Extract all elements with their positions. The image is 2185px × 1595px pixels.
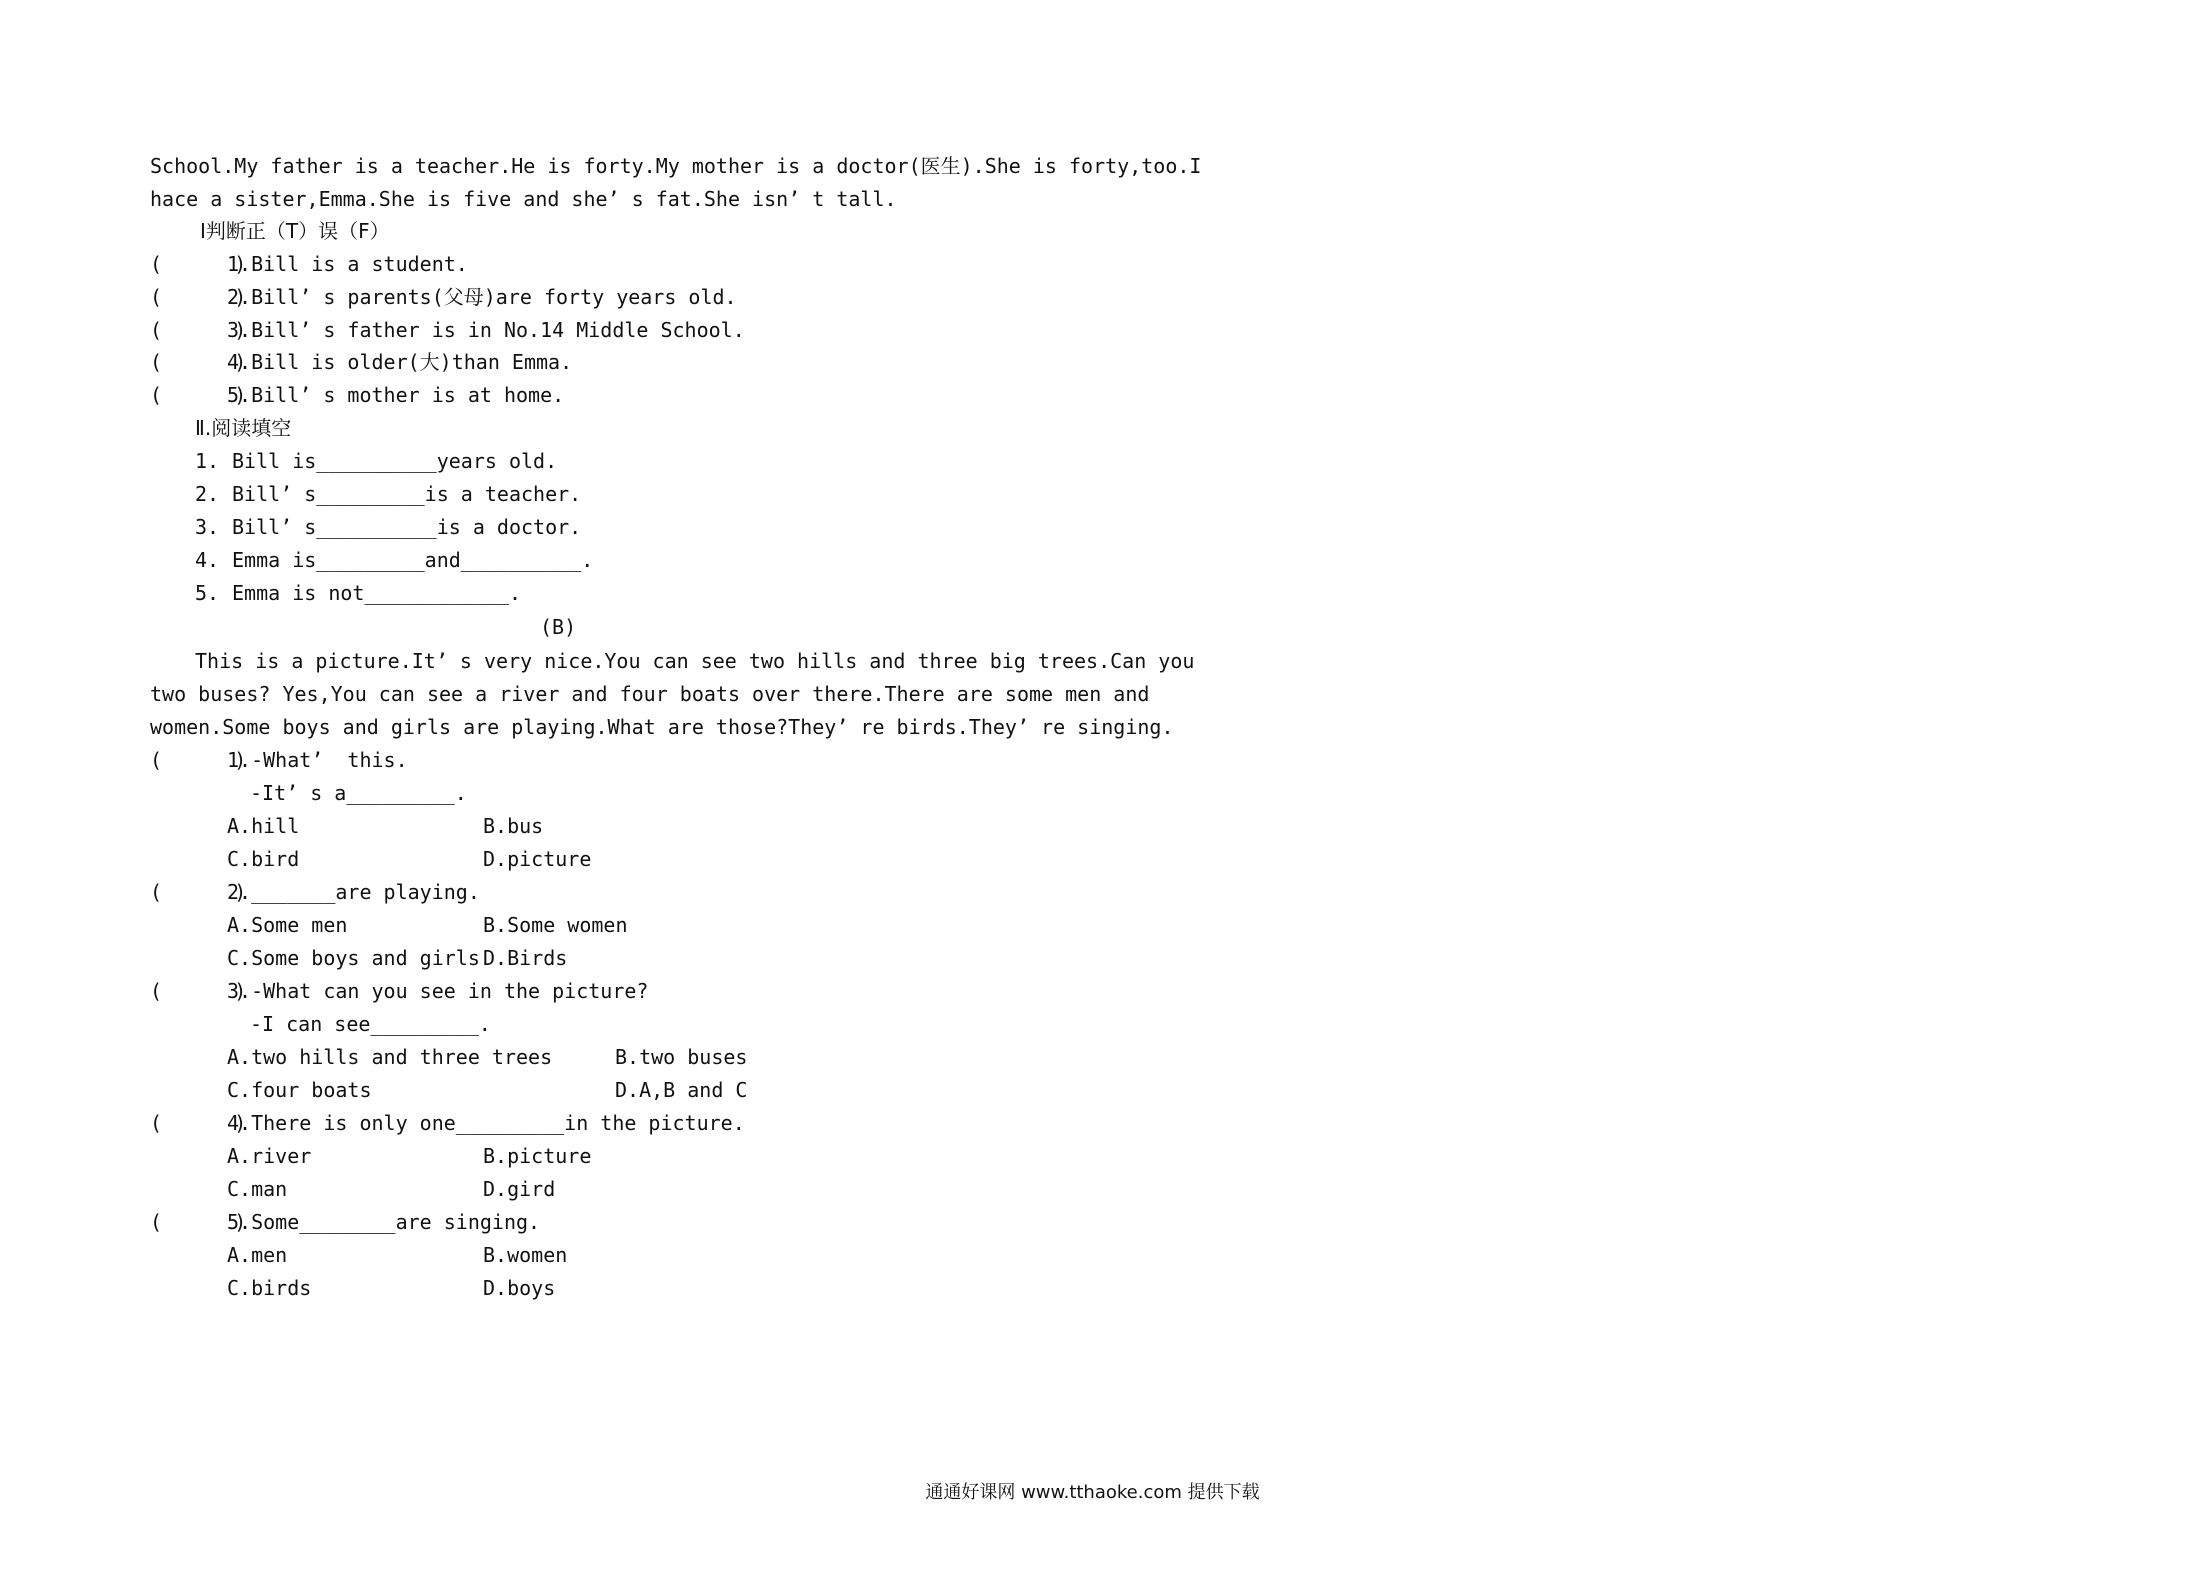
fill-num-3: 3. [195,515,220,539]
fill-num-5: 5. [195,581,220,605]
section-2-title: Ⅱ.阅读填空 [195,416,292,440]
tf-paren-1: ( ) [150,252,247,276]
q3-option-a: A.two hills and three trees [227,1045,553,1069]
q2-option-a: A.Some men [227,913,348,937]
tf-item-1: 1.Bill is a student. [227,252,468,276]
q2-stem: 2._______are playing. [227,880,480,904]
q4-option-c: C.man [227,1177,288,1201]
fill-item-2: Bill’ s_________is a teacher. [232,482,582,506]
fill-item-3: Bill’ s__________is a doctor. [232,515,582,539]
q5-option-a: A.men [227,1243,288,1267]
q3-paren: ( ) [150,979,247,1003]
q2-paren: ( ) [150,880,247,904]
q1-option-d: D.picture [483,847,592,871]
q1-option-b: B.bus [483,814,544,838]
q4-option-d: D.gird [483,1177,556,1201]
fill-num-1: 1. [195,449,220,473]
q1-paren: ( ) [150,748,247,772]
section-1-title: Ⅰ判断正（T）误（F） [200,219,390,243]
q4-option-b: B.picture [483,1144,592,1168]
tf-paren-2: ( ) [150,285,247,309]
fill-num-2: 2. [195,482,220,506]
q5-option-c: C.birds [227,1276,312,1300]
q4-paren: ( ) [150,1111,247,1135]
passage-b-line-3: women.Some boys and girls are playing.What are those?They’ re birds.They’ re singing. [150,715,1174,739]
fill-item-5: Emma is not____________. [232,581,521,605]
passage-b-line-2: two buses? Yes,You can see a river and four boats over there.There are some men and [150,682,1150,706]
q3-stem: 3.-What can you see in the picture? [227,979,649,1003]
passage-a-line-1: School.My father is a teacher.He is forty.My mother is a doctor(医生).She is forty,too.I [150,154,1202,178]
q2-option-d: D.Birds [483,946,568,970]
q5-stem: 5.Some________are singing. [227,1210,541,1234]
q3-option-b: B.two buses [615,1045,748,1069]
q2-option-c: C.Some boys and girls [227,946,480,970]
fill-num-4: 4. [195,548,220,572]
q5-option-d: D.boys [483,1276,556,1300]
q3-stem-2: -I can see_________. [250,1012,491,1036]
part-b-label: (B) [540,615,577,639]
tf-item-4: 4.Bill is older(大)than Emma. [227,350,573,374]
q1-stem: 1.-What’ this. [227,748,408,772]
fill-item-1: Bill is__________years old. [232,449,558,473]
tf-item-5: 5.Bill’ s mother is at home. [227,383,565,407]
q5-option-b: B.women [483,1243,568,1267]
tf-item-2: 2.Bill’ s parents(父母)are forty years old. [227,285,737,309]
q4-stem: 4.There is only one_________in the picture. [227,1111,745,1135]
q2-option-b: B.Some women [483,913,628,937]
tf-paren-5: ( ) [150,383,247,407]
fill-item-4: Emma is_________and__________. [232,548,594,572]
q1-option-a: A.hill [227,814,300,838]
q1-option-c: C.bird [227,847,300,871]
tf-paren-4: ( ) [150,350,247,374]
tf-paren-3: ( ) [150,318,247,342]
tf-item-3: 3.Bill’ s father is in No.14 Middle School. [227,318,745,342]
passage-a-line-2: hace a sister,Emma.She is five and she’ s fat.She isn’ t tall. [150,187,897,211]
q3-option-c: C.four boats [227,1078,372,1102]
q4-option-a: A.river [227,1144,312,1168]
page-footer: 通通好课网 www.tthaoke.com 提供下载 [925,1482,1260,1503]
q3-option-d: D.A,B and C [615,1078,748,1102]
q5-paren: ( ) [150,1210,247,1234]
q1-stem-2: -It’ s a_________. [250,781,467,805]
passage-b-line-1: This is a picture.It’ s very nice.You can see two hills and three big trees.Can you [195,649,1195,673]
